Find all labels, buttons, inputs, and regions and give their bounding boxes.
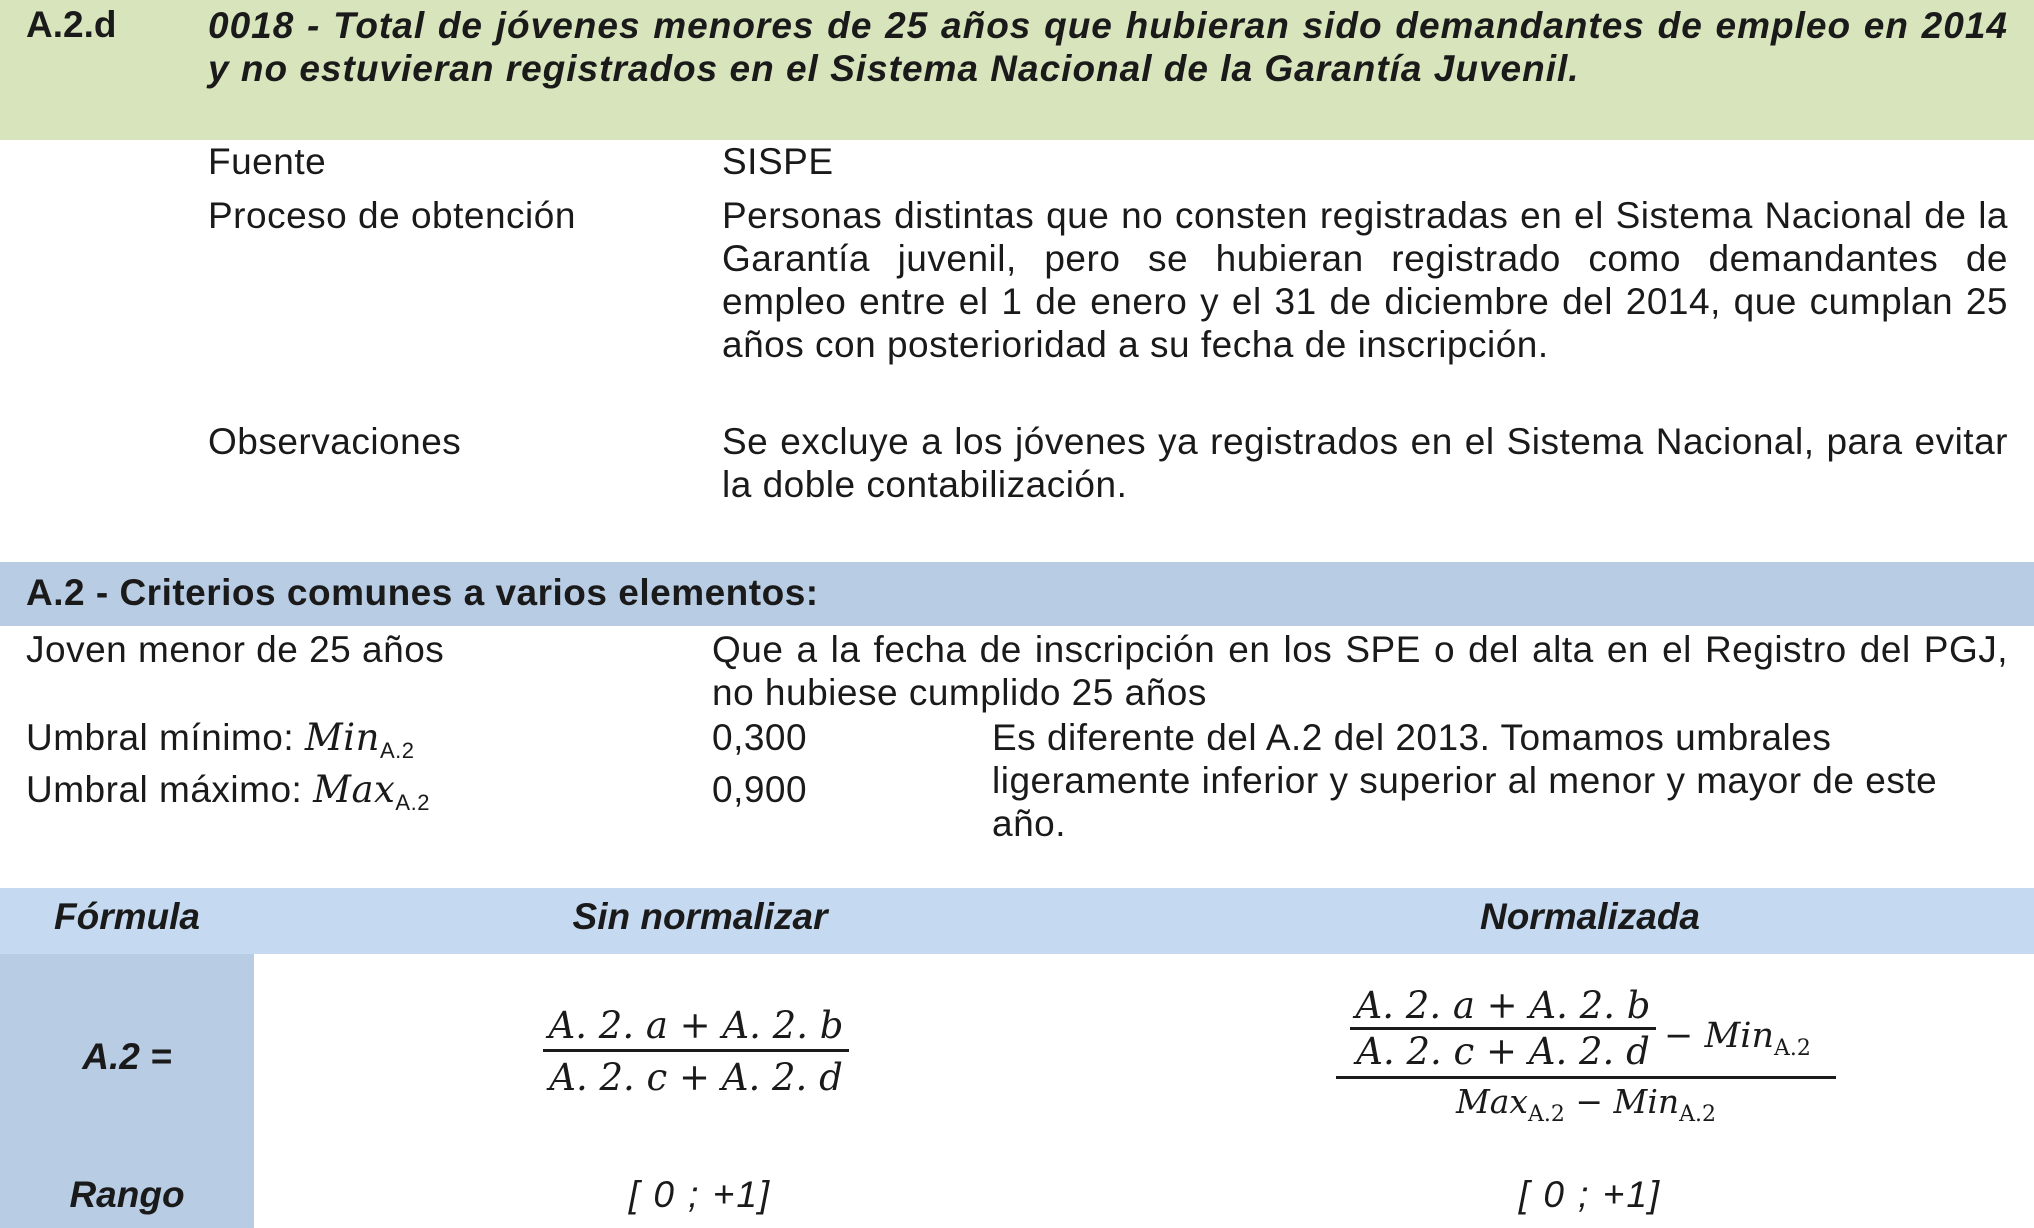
den-minus-min: − Min xyxy=(1564,1082,1680,1121)
umbral-minimo-text: Umbral mínimo: xyxy=(26,717,295,758)
criteria-title: A.2 - Criterios comunes a varios elementos: xyxy=(26,572,819,613)
inner-denominator: A. 2. c + A. 2. d xyxy=(1356,1030,1650,1073)
fraction-bar xyxy=(543,1049,849,1052)
proceso-value: Personas distintas que no consten registradas en el Sistema Nacional de la Garantía juvenil, pero se hubieran registrado como demandantes de empleo entre el 1 de enero y el 31 de diciembre del 2014, que cumplan 25 años con posterioridad a su fecha de inscripción. xyxy=(722,195,2008,365)
umbral-minimo-label xyxy=(26,716,414,772)
observaciones-label: Observaciones xyxy=(208,421,462,462)
joven-label: Joven menor de 25 años xyxy=(26,629,445,670)
umbral-minimo-value: 0,300 xyxy=(712,717,808,758)
section-code: A.2.d xyxy=(26,4,117,45)
col-sin-normalizar: Sin normalizar xyxy=(572,896,828,937)
rango-normalizada: [ 0 ; +1] xyxy=(1518,1174,1662,1215)
max-symbol: Max xyxy=(313,768,396,811)
rango-label: Rango xyxy=(69,1174,185,1215)
section-title: 0018 - Total de jóvenes menores de 25 años que hubieran sido demandantes de empleo en 2014 y no estuvieran registrados en el Sistema Nacional de la Garantía Juvenil. xyxy=(208,5,2008,89)
fuente-value: SISPE xyxy=(722,141,834,182)
inner-numerator: A. 2. a + A. 2. b xyxy=(1355,984,1651,1027)
formula-sin-normalizar xyxy=(540,1004,852,1099)
umbral-maximo-label xyxy=(26,768,430,824)
col-normalizada: Normalizada xyxy=(1479,896,1700,937)
denominator: A. 2. c + A. 2. d xyxy=(549,1056,843,1099)
umbral-maximo-text: Umbral máximo: xyxy=(26,769,303,810)
formula-row-label: A.2 = xyxy=(82,1036,172,1077)
umbral-note: Es diferente del A.2 del 2013. Tomamos umbrales ligeramente inferior y superior al menor y mayor de este año. xyxy=(992,717,1938,844)
minus-min-text: − Min xyxy=(1664,1016,1775,1056)
den-max: Max xyxy=(1455,1082,1529,1121)
joven-value: Que a la fecha de inscripción en los SPE o del alta en el Registro del PGJ, no hubiese cumplido 25 años xyxy=(712,629,2008,713)
min-subscript: A.2 xyxy=(379,738,415,763)
proceso-label: Proceso de obtención xyxy=(208,195,576,236)
den-min-subscript: A.2 xyxy=(1679,1102,1717,1127)
outer-fraction-bar xyxy=(1336,1076,1836,1079)
minus-min-subscript: A.2 xyxy=(1774,1036,1811,1061)
umbral-maximo-value: 0,900 xyxy=(712,769,808,810)
max-subscript: A.2 xyxy=(395,790,430,815)
inner-fraction xyxy=(1348,984,1658,1073)
col-formula: Fórmula xyxy=(54,896,200,937)
formula-normalizada xyxy=(1336,984,1836,1134)
observaciones-value: Se excluye a los jóvenes ya registrados en el Sistema Nacional, para evitar la doble contabilización. xyxy=(722,421,2008,505)
numerator: A. 2. a + A. 2. b xyxy=(548,1004,844,1047)
minus-min xyxy=(1664,1016,1811,1061)
outer-denominator xyxy=(1336,1082,1836,1127)
rango-sin-normalizar: [ 0 ; +1] xyxy=(628,1174,772,1215)
min-symbol: Min xyxy=(304,716,380,759)
fuente-label: Fuente xyxy=(208,141,327,182)
den-max-subscript: A.2 xyxy=(1528,1102,1565,1127)
